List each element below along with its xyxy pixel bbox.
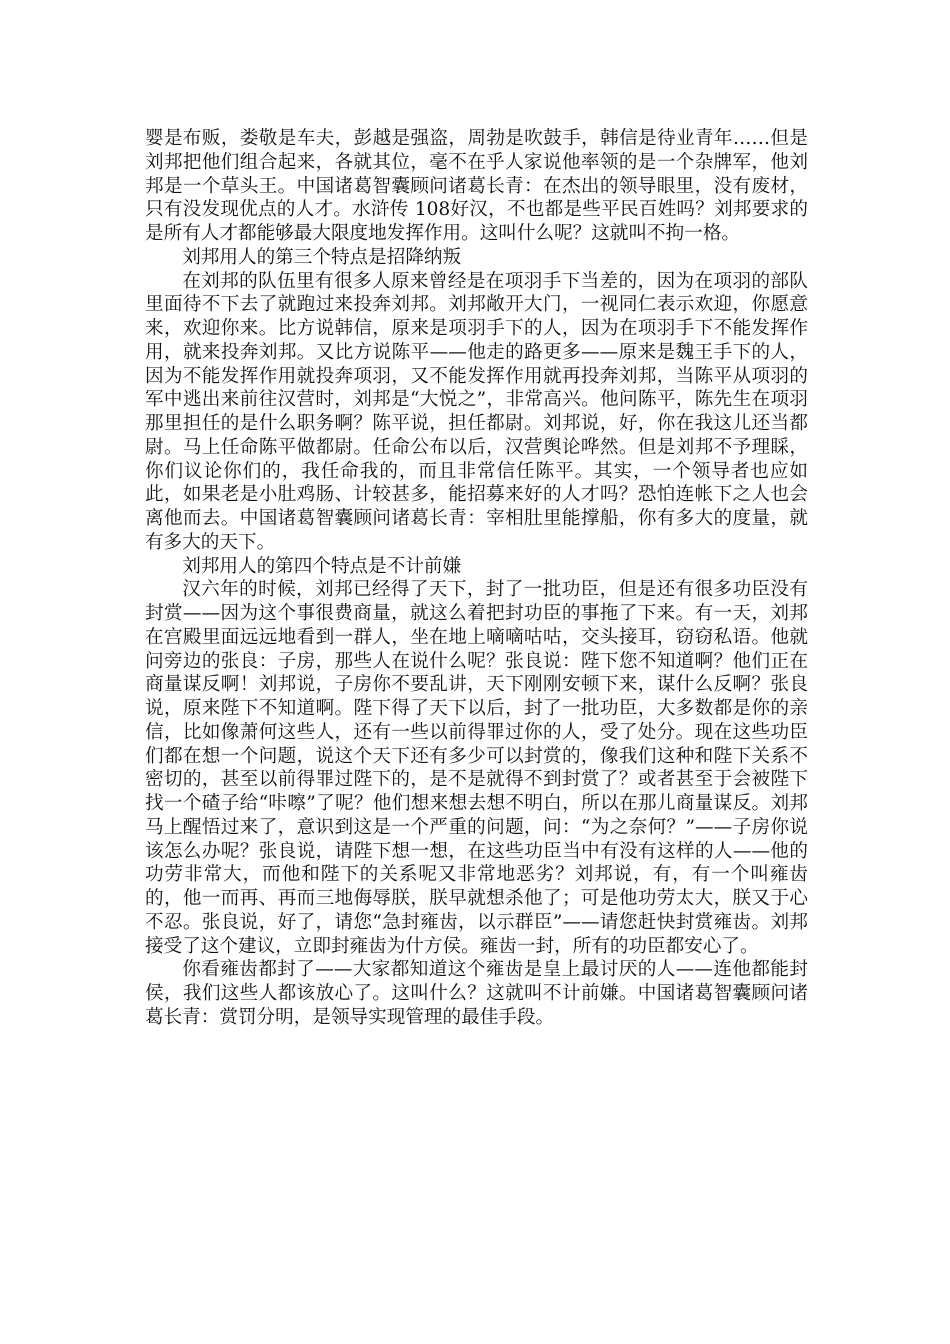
paragraph-continued-intro: 婴是布贩，娄敬是车夫，彭越是强盗，周勃是吹鼓手，韩信是待业青年……但是刘邦把他们组合起来，各就其位，毫不在乎人家说他率领的是一个杂牌军，他刘邦是一个草头王。中国诸葛智囊顾问诸葛长青：在杰出的领导眼里，没有废材，只有没发现优点的人才。水浒传 108好汉，不也都是些平民百姓吗？刘邦要求的是所有人才都能够最大限度地发挥作用。这叫什么呢？这就叫不拘一格。 [145,128,808,244]
section-heading-third-trait: 刘邦用人的第三个特点是招降纳叛 [182,246,462,268]
paragraph-fourth-trait: 汉六年的时候，刘邦已经得了天下，封了一批功臣，但是还有很多功臣没有封赏——因为这个事很费商量，就这么着把封功臣的事拖了下来。有一天，刘邦在宫殿里面远远地看到一群人，坐在地上嘀嘀咕咕，交头接耳，窃窃私语。他就问旁边的张良：子房，那些人在说什么呢？张良说：陛下您不知道啊？他们正在商量谋反啊！刘邦说，子房你不要乱讲，天下刚刚安顿下来，谋什么反啊？张良说，原来陛下不知道啊。陛下得了天下以后，封了一批功臣，大多数都是你的亲信，比如像萧何这些人，还有一些以前得罪过你的人，受了处分。现在这些功臣们都在想一个问题，说这个天下还有多少可以封赏的，像我们这种和陛下关系不密切的，甚至以前得罪过陛下的，是不是就得不到封赏了？或者甚至于会被陛下找一个碴子给“咔嚓”了呢？他们想来想去想不明白，所以在那儿商量谋反。刘邦马上醒悟过来了，意识到这是一个严重的问题，问：“为之奈何？”——子房你说该怎么办呢？张良说，请陛下想一想，在这些功臣当中有没有这样的人——他的功劳非常大，而他和陛下的关系呢又非常地恶劣？刘邦说，有，有一个叫雍齿的，他一而再、再而三地侮辱朕，朕早就想杀他了；可是他功劳太大，朕又于心不忍。张良说，好了，请您“急封雍齿，以示群臣”——请您赶快封赏雍齿。刘邦接受了这个建议，立即封雍齿为什方侯。雍齿一封，所有的功臣都安心了。 [145,579,808,957]
paragraph-third-trait: 在刘邦的队伍里有很多人原来曾经是在项羽手下当差的，因为在项羽的部队里面待不下去了就跑过来投奔刘邦。刘邦敞开大门，一视同仁表示欢迎，你愿意来，欢迎你来。比方说韩信，原来是项羽手下的人，因为在项羽手下不能发挥作用，就来投奔刘邦。又比方说陈平——他走的路更多——原来是魏王手下的人，因为不能发挥作用就投奔项羽，又不能发挥作用就再投奔刘邦，当陈平从项羽的军中逃出来前往汉营时，刘邦是“大悦之”，非常高兴。他问陈平，陈先生在项羽那里担任的是什么职务啊？陈平说，担任都尉。刘邦说，好，你在我这儿还当都尉。马上任命陈平做都尉。任命公布以后，汉营舆论哗然。但是刘邦不予理睬，你们议论你们的，我任命我的，而且非常信任陈平。其实，一个领导者也应如此，如果老是小肚鸡肠、计较甚多，能招募来好的人才吗？恐怕连帐下之人也会离他而去。中国诸葛智囊顾问诸葛长青：宰相肚里能撑船，你有多大的度量，就有多大的天下。 [145,270,808,553]
section-heading-fourth-trait: 刘邦用人的第四个特点是不计前嫌 [182,555,462,577]
paragraph-conclusion: 你看雍齿都封了——大家都知道这个雍齿是皇上最讨厌的人——连他都能封侯，我们这些人都该放心了。这叫什么？这就叫不计前嫌。中国诸葛智囊顾问诸葛长青：赏罚分明，是领导实现管理的最佳手段。 [145,959,808,1028]
document-body [145,127,808,1030]
